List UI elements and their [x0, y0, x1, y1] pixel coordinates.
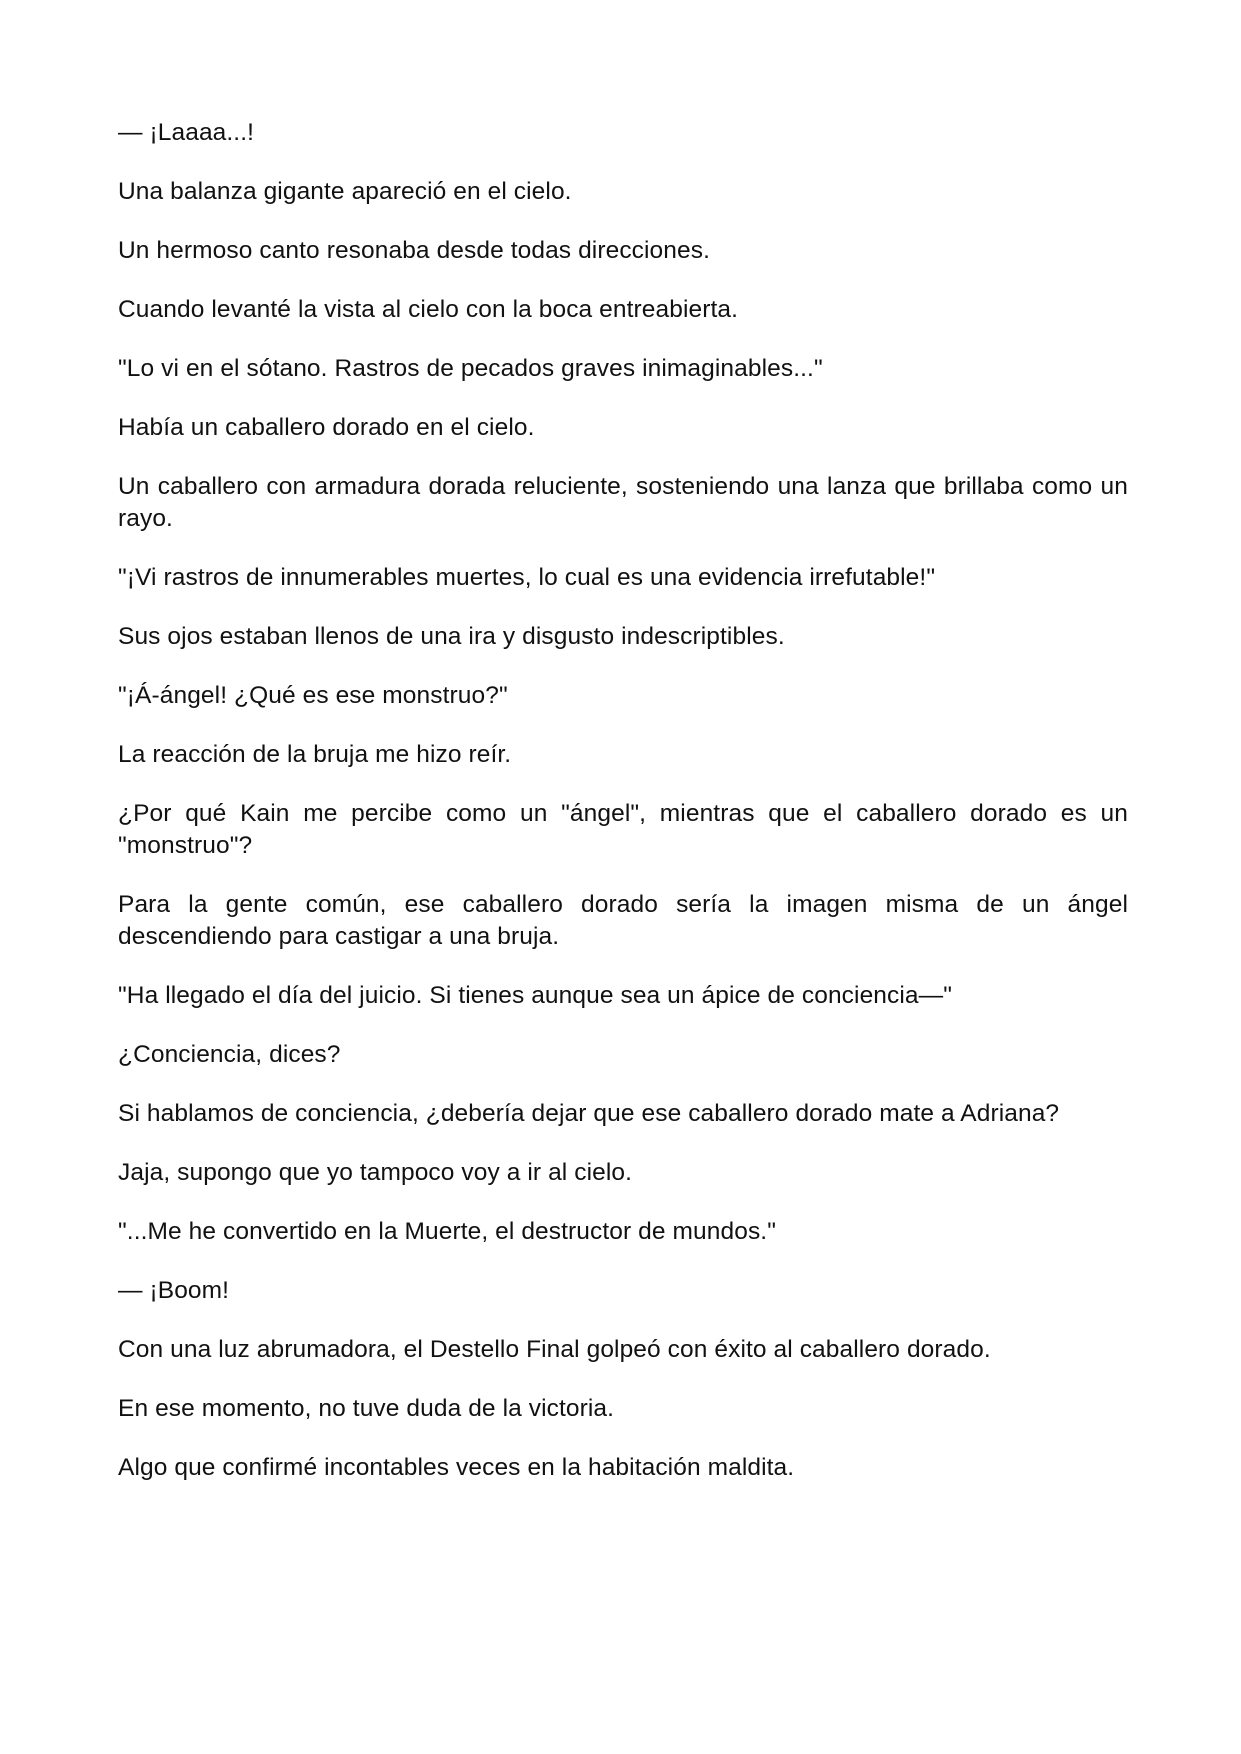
paragraph: En ese momento, no tuve duda de la victoria. — [118, 1395, 615, 1422]
paragraph: Si hablamos de conciencia, ¿debería dejar que ese caballero dorado mate a Adriana? — [118, 1100, 1060, 1127]
paragraph: — ¡Boom! — [118, 1277, 230, 1304]
paragraph: Una balanza gigante apareció en el cielo. — [118, 178, 572, 205]
paragraph: Para la gente común, ese caballero dorado sería la imagen misma de un ángel descendiendo para castigar a una bruja. — [118, 891, 1128, 950]
paragraph: "Ha llegado el día del juicio. Si tienes aunque sea un ápice de conciencia—" — [118, 982, 953, 1009]
paragraph: Jaja, supongo que yo tampoco voy a ir al cielo. — [118, 1159, 633, 1186]
paragraph: La reacción de la bruja me hizo reír. — [118, 741, 512, 768]
paragraph: ¿Por qué Kain me percibe como un "ángel", mientras que el caballero dorado es un "monstruo"? — [118, 800, 1128, 859]
paragraph: — ¡Laaaa...! — [118, 119, 255, 146]
document-body — [118, 117, 1128, 1511]
paragraph: "¡Á-ángel! ¿Qué es ese monstruo?" — [118, 682, 508, 709]
paragraph: "Lo vi en el sótano. Rastros de pecados graves inimaginables..." — [118, 355, 823, 382]
paragraph: Sus ojos estaban llenos de una ira y disgusto indescriptibles. — [118, 623, 785, 650]
paragraph: Cuando levanté la vista al cielo con la boca entreabierta. — [118, 296, 739, 323]
paragraph: Un caballero con armadura dorada reluciente, sosteniendo una lanza que brillaba como un rayo. — [118, 473, 1128, 532]
paragraph: "...Me he convertido en la Muerte, el destructor de mundos." — [118, 1218, 777, 1245]
paragraph: Con una luz abrumadora, el Destello Final golpeó con éxito al caballero dorado. — [118, 1336, 991, 1363]
paragraph: Había un caballero dorado en el cielo. — [118, 414, 535, 441]
paragraph: "¡Vi rastros de innumerables muertes, lo cual es una evidencia irrefutable!" — [118, 564, 936, 591]
paragraph: Algo que confirmé incontables veces en la habitación maldita. — [118, 1454, 795, 1481]
paragraph: Un hermoso canto resonaba desde todas direcciones. — [118, 237, 710, 264]
paragraph: ¿Conciencia, dices? — [118, 1041, 341, 1068]
